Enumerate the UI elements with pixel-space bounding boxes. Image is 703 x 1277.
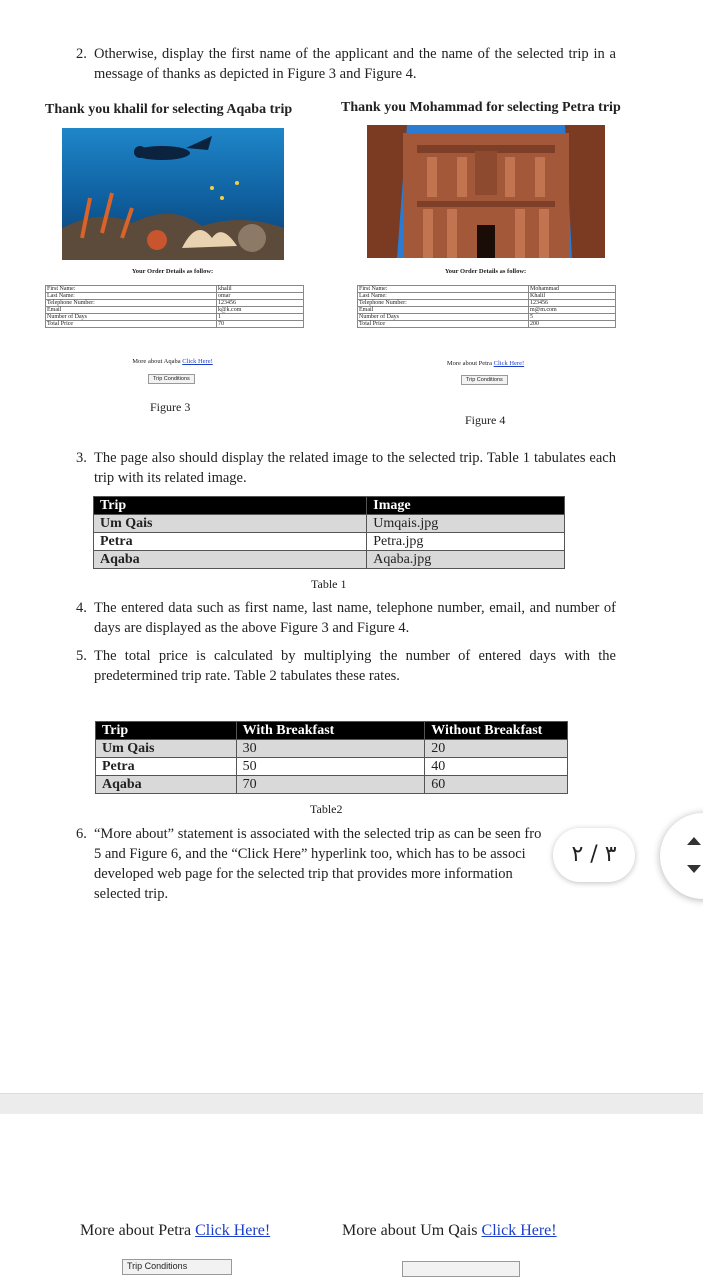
list-item-4 [76,598,616,638]
order-label: First Name: [46,286,217,293]
column-header: With Breakfast [236,722,425,740]
petra-treasury-image [367,125,605,258]
order-row [358,307,616,314]
chevron-up-icon[interactable] [687,837,701,845]
item6-line3: developed web page for the selected trip that provides more information [94,866,513,882]
order-row [46,314,304,321]
figure4-caption: Figure 4 [465,413,506,427]
list-text: Otherwise, display the first name of the applicant and the name of the selected trip in a message of thanks as depicted in Figure 3 and Figure 4. [94,46,616,82]
order-label: First Name: [358,286,529,293]
list-text: The total price is calculated by multiplying the number of entered days with the predetermined trip rate. Table 2 tabulates these rates. [94,648,616,684]
table-row [94,515,565,533]
order-value: k@k.com [217,307,304,314]
order-label: Number of Days [46,314,217,321]
table-cell: Petra [96,758,237,776]
order-value: 123456 [217,300,304,307]
order-label: Total Price [46,321,217,328]
list-number: 4. [76,600,87,616]
order-value: khalil [217,286,304,293]
table-cell: Petra [94,533,367,551]
order-value: 70 [217,321,304,328]
table-row [94,533,565,551]
table-cell: Um Qais [94,515,367,533]
list-number: 6. [76,826,87,842]
table-header-row [94,497,565,515]
table-header-row [96,722,568,740]
column-header: Trip [94,497,367,515]
order-value: Khalil [529,293,616,300]
order-row [358,300,616,307]
more-about-text: More about Petra [446,360,492,367]
order-row [358,293,616,300]
order-value: 200 [529,321,616,328]
more-about-petra [80,1222,270,1240]
order-heading: Your Order Details as follow: [131,268,214,275]
order-value: 1 [217,314,304,321]
item6-line1: “More about” statement is associated with the selected trip as can be seen fro [94,826,542,842]
table-cell: Petra.jpg [367,533,565,551]
table-cell: 50 [236,758,425,776]
order-row [358,321,616,328]
click-here-link[interactable]: Click Here! [481,1222,557,1239]
more-about-umqais [342,1222,557,1240]
list-item-3 [76,448,616,488]
figure4-title: Thank you Mohammad for selecting Petra trip [341,100,621,115]
order-row [46,293,304,300]
table-row [96,776,568,794]
click-here-link[interactable]: Click Here! [182,358,213,365]
order-label: Number of Days [358,314,529,321]
list-item-6 [76,824,87,844]
table-cell: 30 [236,740,425,758]
table-cell: Aqaba.jpg [367,551,565,569]
item6-line2: 5 and Figure 6, and the “Click Here” hyperlink too, which has to be associ [94,846,526,862]
column-header: Without Breakfast [425,722,568,740]
order-value: m@m.com [529,307,616,314]
order-value: Mohammad [529,286,616,293]
click-here-link[interactable]: Click Here! [493,360,525,367]
trip-conditions-button[interactable]: Trip Conditions [122,1259,232,1275]
trip-conditions-button[interactable] [402,1261,520,1277]
page-scroll-button[interactable] [660,813,703,899]
trip-image-table [93,496,565,569]
table1-caption: Table 1 [311,577,347,591]
column-header: Image [367,497,565,515]
table-row [94,551,565,569]
list-number: 3. [76,450,87,466]
table2-caption: Table2 [310,802,343,816]
table-row [96,740,568,758]
list-text: The entered data such as first name, last name, telephone number, email, and number of days are displayed as the above Figure 3 and Figure 4. [94,600,616,636]
order-row [358,314,616,321]
column-header: Trip [96,722,237,740]
table-cell: Umqais.jpg [367,515,565,533]
table-cell: Aqaba [96,776,237,794]
table-cell: Um Qais [96,740,237,758]
order-details-table [45,285,304,328]
order-label: Telephone Number: [46,300,217,307]
table-cell: 70 [236,776,425,794]
order-heading: Your Order Details as follow: [444,268,527,275]
table-cell: Aqaba [94,551,367,569]
order-label: Last Name: [358,293,529,300]
figure3-caption: Figure 3 [150,400,191,414]
trip-conditions-button[interactable]: Trip Conditions [148,374,195,384]
order-value: 123456 [529,300,616,307]
page-indicator: ٣ / ٢ [553,828,635,882]
list-number: 2. [76,46,87,62]
more-about-text: More about Aqaba [132,358,181,365]
list-item-2 [76,44,616,84]
trip-rates-table [95,721,568,794]
order-label: Email [358,307,529,314]
list-item-5 [76,646,616,686]
more-about-line [45,358,300,365]
order-row [358,286,616,293]
click-here-link[interactable]: Click Here! [195,1222,271,1239]
table-cell: 40 [425,758,568,776]
order-label: Total Price [358,321,529,328]
table-cell: 20 [425,740,568,758]
more-about-line [357,360,614,367]
list-number: 5. [76,648,87,664]
order-details-table [357,285,616,328]
table-cell: 60 [425,776,568,794]
order-label: Telephone Number: [358,300,529,307]
more-about-text: More about Petra [80,1222,192,1239]
order-label: Last Name: [46,293,217,300]
page-divider [0,1093,703,1114]
order-row [46,286,304,293]
figure3-title: Thank you khalil for selecting Aqaba trip [45,102,293,117]
table-row [96,758,568,776]
list-text: The page also should display the related image to the selected trip. Table 1 tabulates each trip with its related image. [94,450,616,486]
order-value: omar [217,293,304,300]
chevron-down-icon[interactable] [687,865,701,873]
order-value: 5 [529,314,616,321]
aqaba-diver-image [62,128,284,260]
order-label: Email [46,307,217,314]
order-row [46,307,304,314]
order-row [46,300,304,307]
trip-conditions-button[interactable]: Trip Conditions [461,375,508,385]
item6-line4: selected trip. [94,886,169,902]
more-about-text: More about Um Qais [342,1222,478,1239]
order-row [46,321,304,328]
